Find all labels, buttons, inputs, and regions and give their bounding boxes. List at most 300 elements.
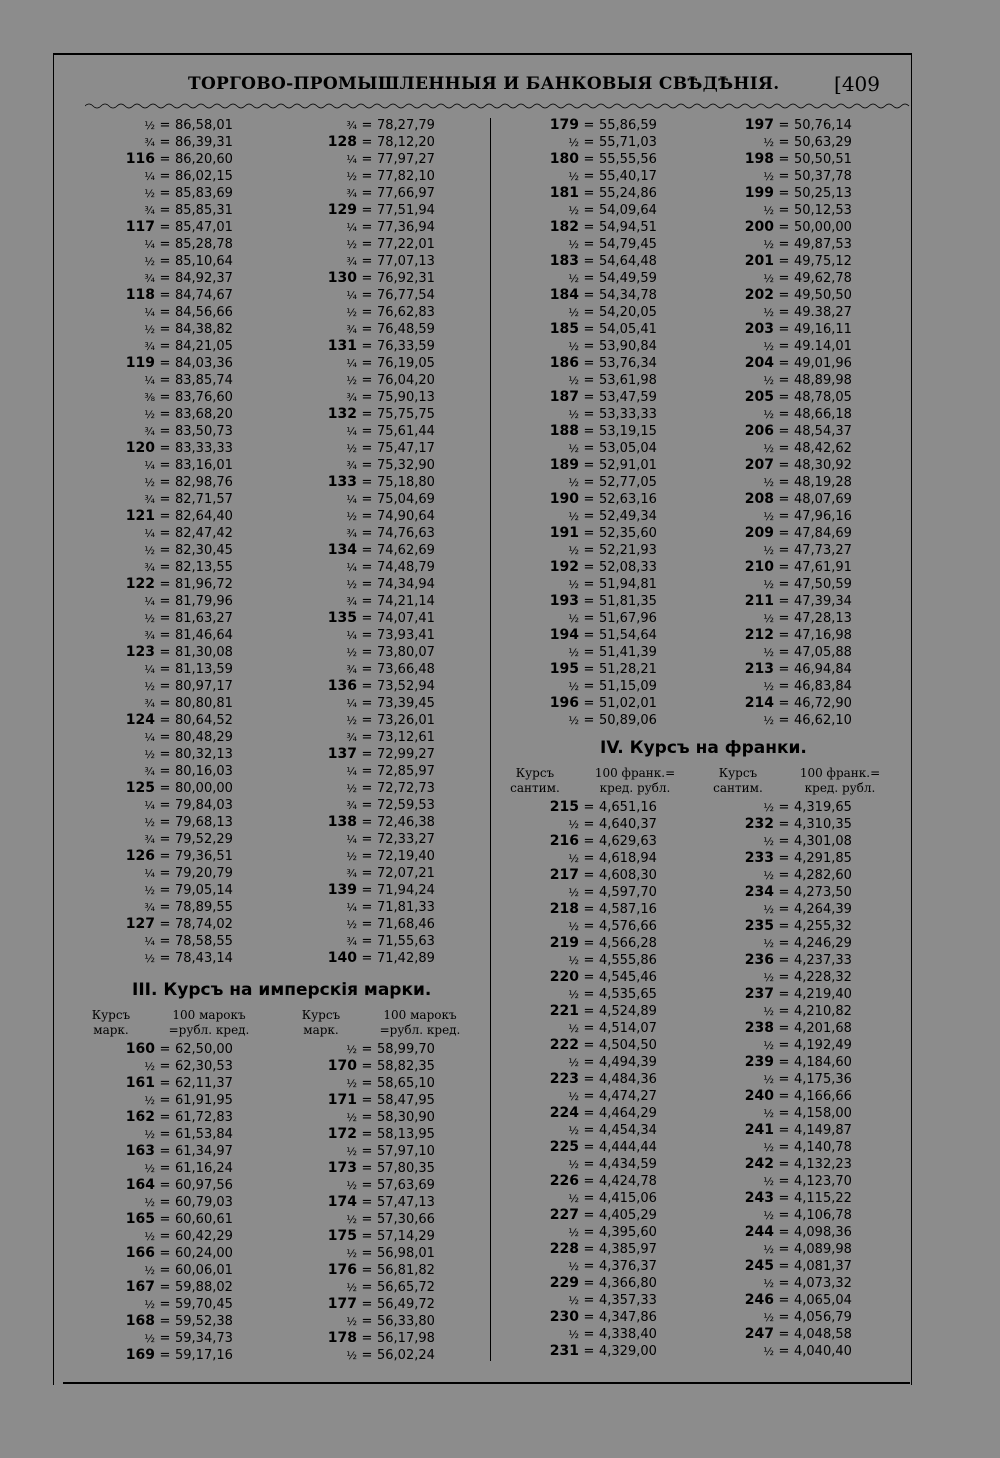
equals-sign: = [361, 135, 373, 150]
rate-row [722, 901, 852, 918]
rate-key: 223 [549, 1071, 579, 1087]
equals-sign: = [159, 798, 171, 813]
rate-key: ¾ [346, 255, 357, 268]
rate-value: 4,484,36 [599, 1072, 657, 1087]
rate-key: 185 [549, 321, 579, 337]
rate-key: 118 [125, 287, 155, 303]
rate-row [103, 661, 233, 678]
rate-row [103, 746, 233, 763]
equals-sign: = [778, 1106, 790, 1121]
rate-value: 74,62,69 [377, 543, 435, 558]
equals-sign: = [361, 390, 373, 405]
rate-row [103, 1228, 233, 1245]
rate-row [103, 270, 233, 287]
equals-sign: = [361, 594, 373, 609]
rate-key: ½ [568, 886, 579, 899]
rate-value: 72,33,27 [377, 832, 435, 847]
rate-key: 130 [327, 270, 357, 286]
equals-sign: = [159, 356, 171, 371]
rate-key: ½ [346, 306, 357, 319]
header-line: Курсъ [91, 1008, 131, 1022]
rate-value: 78,58,55 [175, 934, 233, 949]
rate-value: 77,97,27 [377, 152, 435, 167]
rate-row [722, 338, 852, 355]
equals-sign: = [361, 288, 373, 303]
rate-key: ½ [346, 374, 357, 387]
rate-key: ¼ [346, 357, 357, 370]
rate-key: ½ [763, 646, 774, 659]
rate-row [722, 151, 852, 168]
rate-value: 4,219,40 [794, 987, 852, 1002]
rate-value: 4,158,00 [794, 1106, 852, 1121]
rate-key: 206 [744, 423, 774, 439]
rate-key: 162 [125, 1109, 155, 1125]
rate-key: ¾ [346, 663, 357, 676]
equals-sign: = [778, 970, 790, 985]
rate-value: 54,05,41 [599, 322, 657, 337]
rate-key: 160 [125, 1041, 155, 1057]
equals-sign: = [778, 543, 790, 558]
equals-sign: = [778, 373, 790, 388]
rate-row [305, 508, 435, 525]
header-line: сантим. [510, 781, 560, 795]
rate-value: 4,056,79 [794, 1310, 852, 1325]
equals-sign: = [583, 817, 595, 832]
rate-key: 126 [125, 848, 155, 864]
rate-row [103, 1058, 233, 1075]
equals-sign: = [778, 1140, 790, 1155]
rate-row [103, 865, 233, 882]
equals-sign: = [159, 441, 171, 456]
equals-sign: = [778, 1242, 790, 1257]
equals-sign: = [159, 696, 171, 711]
rate-value: 80,80,81 [175, 696, 233, 711]
equals-sign: = [778, 834, 790, 849]
rate-value: 49,62,78 [794, 271, 852, 286]
rate-row [305, 321, 435, 338]
rate-row [722, 884, 852, 901]
rate-value: 57,63,69 [377, 1178, 435, 1193]
equals-sign: = [778, 1021, 790, 1036]
rate-row [103, 406, 233, 423]
rate-value: 86,02,15 [175, 169, 233, 184]
rate-row [103, 236, 233, 253]
rate-row [722, 542, 852, 559]
rate-value: 4,246,29 [794, 936, 852, 951]
rate-row [722, 1224, 852, 1241]
equals-sign: = [159, 1263, 171, 1278]
rate-row [103, 1126, 233, 1143]
header-line: Курсъ [301, 1008, 341, 1022]
rate-value: 85,10,64 [175, 254, 233, 269]
rate-key: ½ [568, 408, 579, 421]
equals-sign: = [361, 1144, 373, 1159]
equals-sign: = [361, 152, 373, 167]
equals-sign: = [778, 987, 790, 1002]
rate-key: 202 [744, 287, 774, 303]
rate-value: 77,66,97 [377, 186, 435, 201]
equals-sign: = [361, 1280, 373, 1295]
rate-row [305, 780, 435, 797]
rate-row [527, 935, 657, 952]
rate-row [305, 746, 435, 763]
rate-row [305, 491, 435, 508]
rate-key: ¾ [346, 323, 357, 336]
rate-key: ½ [763, 937, 774, 950]
rate-value: 4,081,37 [794, 1259, 852, 1274]
rate-value: 78,12,20 [377, 135, 435, 150]
rate-key: ½ [568, 1022, 579, 1035]
rate-row [722, 1054, 852, 1071]
rate-value: 83,50,73 [175, 424, 233, 439]
equals-sign: = [583, 526, 595, 541]
rate-key: 180 [549, 151, 579, 167]
rate-key: 234 [744, 884, 774, 900]
rate-key: 167 [125, 1279, 155, 1295]
rate-row [103, 219, 233, 236]
equals-sign: = [778, 288, 790, 303]
equals-sign: = [778, 868, 790, 883]
rate-value: 51,41,39 [599, 645, 657, 660]
rate-key: 134 [327, 542, 357, 558]
rate-row [103, 1211, 233, 1228]
rate-key: ½ [144, 952, 155, 965]
rate-value: 85,47,01 [175, 220, 233, 235]
equals-sign: = [361, 1297, 373, 1312]
rate-key: ½ [763, 1005, 774, 1018]
rate-value: 4,555,86 [599, 953, 657, 968]
rate-row [103, 287, 233, 304]
rate-value: 73,52,94 [377, 679, 435, 694]
rate-value: 62,11,37 [175, 1076, 233, 1091]
rate-key: ½ [568, 1260, 579, 1273]
rate-row [103, 321, 233, 338]
rate-key: ½ [346, 918, 357, 931]
rate-row [103, 338, 233, 355]
rate-row [722, 695, 852, 712]
rate-value: 59,88,02 [175, 1280, 233, 1295]
rate-key: 137 [327, 746, 357, 762]
equals-sign: = [778, 902, 790, 917]
rate-row [103, 1296, 233, 1313]
rate-value: 59,34,73 [175, 1331, 233, 1346]
rate-key: ½ [763, 578, 774, 591]
rate-value: 4,608,30 [599, 868, 657, 883]
equals-sign: = [778, 560, 790, 575]
rate-value: 60,79,03 [175, 1195, 233, 1210]
equals-sign: = [159, 900, 171, 915]
rate-row [305, 372, 435, 389]
rate-value: 46,72,90 [794, 696, 852, 711]
rate-row [527, 321, 657, 338]
rate-value: 60,06,01 [175, 1263, 233, 1278]
equals-sign: = [159, 1297, 171, 1312]
rate-row [305, 763, 435, 780]
equals-sign: = [159, 1144, 171, 1159]
rate-key: 246 [744, 1292, 774, 1308]
rate-row [722, 1071, 852, 1088]
rate-key: ½ [763, 442, 774, 455]
rate-row [527, 867, 657, 884]
rate-row [305, 712, 435, 729]
rate-key: 192 [549, 559, 579, 575]
wavy-divider [85, 102, 913, 110]
rate-row [305, 882, 435, 899]
rate-value: 59,17,16 [175, 1348, 233, 1363]
rate-value: 85,28,78 [175, 237, 233, 252]
rate-value: 71,42,89 [377, 951, 435, 966]
rate-row [722, 236, 852, 253]
rate-key: ¼ [144, 867, 155, 880]
rate-row [722, 712, 852, 729]
rate-row [527, 576, 657, 593]
equals-sign: = [361, 1093, 373, 1108]
equals-sign: = [361, 798, 373, 813]
rate-key: ¼ [144, 527, 155, 540]
equals-sign: = [361, 1263, 373, 1278]
rate-value: 73,39,45 [377, 696, 435, 711]
equals-sign: = [159, 186, 171, 201]
rate-key: 139 [327, 882, 357, 898]
rate-key: 125 [125, 780, 155, 796]
rate-value: 73,12,61 [377, 730, 435, 745]
equals-sign: = [583, 237, 595, 252]
equals-sign: = [778, 577, 790, 592]
rate-value: 4,524,89 [599, 1004, 657, 1019]
equals-sign: = [159, 951, 171, 966]
rate-row [527, 986, 657, 1003]
equals-sign: = [159, 1076, 171, 1091]
rate-value: 61,53,84 [175, 1127, 233, 1142]
equals-sign: = [159, 832, 171, 847]
rate-row [103, 1075, 233, 1092]
rate-key: 201 [744, 253, 774, 269]
rate-row [527, 202, 657, 219]
rate-key: ½ [568, 1056, 579, 1069]
rate-value: 46,62,10 [794, 713, 852, 728]
rate-value: 72,72,73 [377, 781, 435, 796]
rate-value: 50,37,78 [794, 169, 852, 184]
rate-row [722, 525, 852, 542]
rate-row [527, 918, 657, 935]
equals-sign: = [583, 1174, 595, 1189]
equals-sign: = [159, 254, 171, 269]
rate-value: 80,48,29 [175, 730, 233, 745]
rate-value: 82,71,57 [175, 492, 233, 507]
equals-sign: = [159, 339, 171, 354]
rate-key: ½ [346, 646, 357, 659]
equals-sign: = [159, 1042, 171, 1057]
rate-value: 48,89,98 [794, 373, 852, 388]
equals-sign: = [583, 407, 595, 422]
equals-sign: = [778, 1123, 790, 1138]
rate-value: 53,33,33 [599, 407, 657, 422]
equals-sign: = [778, 492, 790, 507]
rate-key: ½ [144, 255, 155, 268]
rate-row [103, 610, 233, 627]
rate-row [103, 1245, 233, 1262]
rate-key: ½ [763, 1345, 774, 1358]
rate-value: 81,96,72 [175, 577, 233, 592]
rate-value: 77,82,10 [377, 169, 435, 184]
equals-sign: = [361, 662, 373, 677]
rate-value: 50,25,13 [794, 186, 852, 201]
rate-row [722, 1003, 852, 1020]
rate-key: ½ [763, 340, 774, 353]
equals-sign: = [583, 800, 595, 815]
rate-key: 136 [327, 678, 357, 694]
rate-value: 81,30,08 [175, 645, 233, 660]
rate-key: ½ [346, 1179, 357, 1192]
rate-value: 4,357,33 [599, 1293, 657, 1308]
rate-key: ½ [763, 306, 774, 319]
rate-row [103, 559, 233, 576]
rate-row [305, 661, 435, 678]
rate-key: 123 [125, 644, 155, 660]
rate-value: 71,55,63 [377, 934, 435, 949]
rate-value: 55,24,86 [599, 186, 657, 201]
rate-key: ½ [763, 374, 774, 387]
rate-value: 81,13,59 [175, 662, 233, 677]
rate-row [722, 576, 852, 593]
rate-value: 4,504,50 [599, 1038, 657, 1053]
rate-value: 72,59,53 [377, 798, 435, 813]
rate-row [305, 1041, 435, 1058]
equals-sign: = [583, 1004, 595, 1019]
rate-value: 82,13,55 [175, 560, 233, 575]
rate-key: 184 [549, 287, 579, 303]
rate-key: 245 [744, 1258, 774, 1274]
rate-key: 140 [327, 950, 357, 966]
rate-key: ¼ [346, 289, 357, 302]
rate-key: 133 [327, 474, 357, 490]
equals-sign: = [778, 152, 790, 167]
rate-value: 4,454,34 [599, 1123, 657, 1138]
rate-row [722, 253, 852, 270]
rate-row [103, 848, 233, 865]
rate-row [722, 389, 852, 406]
rate-value: 76,19,05 [377, 356, 435, 371]
equals-sign: = [583, 492, 595, 507]
rate-value: 4,576,66 [599, 919, 657, 934]
rate-row [527, 627, 657, 644]
rate-key: ½ [763, 714, 774, 727]
rate-value: 4,228,32 [794, 970, 852, 985]
rate-row [305, 678, 435, 695]
equals-sign: = [159, 509, 171, 524]
rate-key: 222 [549, 1037, 579, 1053]
equals-sign: = [778, 458, 790, 473]
rate-row [527, 270, 657, 287]
rate-value: 56,33,80 [377, 1314, 435, 1329]
rate-row [305, 338, 435, 355]
rate-row [722, 644, 852, 661]
rate-row [103, 899, 233, 916]
equals-sign: = [361, 611, 373, 626]
rate-value: 4,434,59 [599, 1157, 657, 1172]
rate-key: ½ [346, 442, 357, 455]
equals-sign: = [583, 475, 595, 490]
rate-value: 54,49,59 [599, 271, 657, 286]
rate-value: 49,16,11 [794, 322, 852, 337]
equals-sign: = [583, 458, 595, 473]
rate-row [103, 202, 233, 219]
rate-row [527, 1139, 657, 1156]
rate-key: ¾ [346, 935, 357, 948]
rate-key: 135 [327, 610, 357, 626]
rate-row [305, 440, 435, 457]
equals-sign: = [778, 237, 790, 252]
equals-sign: = [778, 1259, 790, 1274]
rate-key: ½ [763, 170, 774, 183]
rate-value: 4,415,06 [599, 1191, 657, 1206]
rate-value: 81,63,27 [175, 611, 233, 626]
rate-key: ½ [568, 442, 579, 455]
rate-row [527, 1105, 657, 1122]
rate-row [527, 1156, 657, 1173]
rate-value: 47,50,59 [794, 577, 852, 592]
rate-key: ¼ [144, 306, 155, 319]
equals-sign: = [778, 305, 790, 320]
rate-row [527, 952, 657, 969]
rate-value: 48,30,92 [794, 458, 852, 473]
rate-value: 4,140,78 [794, 1140, 852, 1155]
rate-row [722, 440, 852, 457]
rate-row [305, 610, 435, 627]
rate-value: 60,97,56 [175, 1178, 233, 1193]
rate-key: ½ [568, 1158, 579, 1171]
rate-key: ½ [568, 988, 579, 1001]
rate-key: 174 [327, 1194, 357, 1210]
rate-value: 79,36,51 [175, 849, 233, 864]
rate-value: 78,89,55 [175, 900, 233, 915]
rate-row [103, 525, 233, 542]
rate-key: ½ [144, 1060, 155, 1073]
rate-key: 183 [549, 253, 579, 269]
rate-value: 80,97,17 [175, 679, 233, 694]
rate-key: ½ [346, 1315, 357, 1328]
rate-value: 4,629,63 [599, 834, 657, 849]
rate-row [103, 491, 233, 508]
rate-row [527, 1309, 657, 1326]
rate-value: 86,20,60 [175, 152, 233, 167]
equals-sign: = [361, 1348, 373, 1363]
rate-row [527, 355, 657, 372]
equals-sign: = [583, 1140, 595, 1155]
rate-value: 52,77,05 [599, 475, 657, 490]
rate-row [722, 1088, 852, 1105]
rate-value: 52,91,01 [599, 458, 657, 473]
page-number: [409 [834, 72, 880, 96]
rate-key: 205 [744, 389, 774, 405]
rate-key: 168 [125, 1313, 155, 1329]
rate-key: 225 [549, 1139, 579, 1155]
equals-sign: = [583, 1208, 595, 1223]
rate-key: ½ [763, 835, 774, 848]
rate-key: ½ [763, 612, 774, 625]
rate-row [305, 1058, 435, 1075]
rate-key: ¼ [144, 374, 155, 387]
rate-row [305, 950, 435, 967]
rate-key: ½ [763, 510, 774, 523]
rate-key: 161 [125, 1075, 155, 1091]
rate-key: ½ [568, 510, 579, 523]
equals-sign: = [159, 849, 171, 864]
rate-row [527, 695, 657, 712]
rate-key: 129 [327, 202, 357, 218]
rate-key: ½ [144, 884, 155, 897]
rate-value: 53,05,04 [599, 441, 657, 456]
